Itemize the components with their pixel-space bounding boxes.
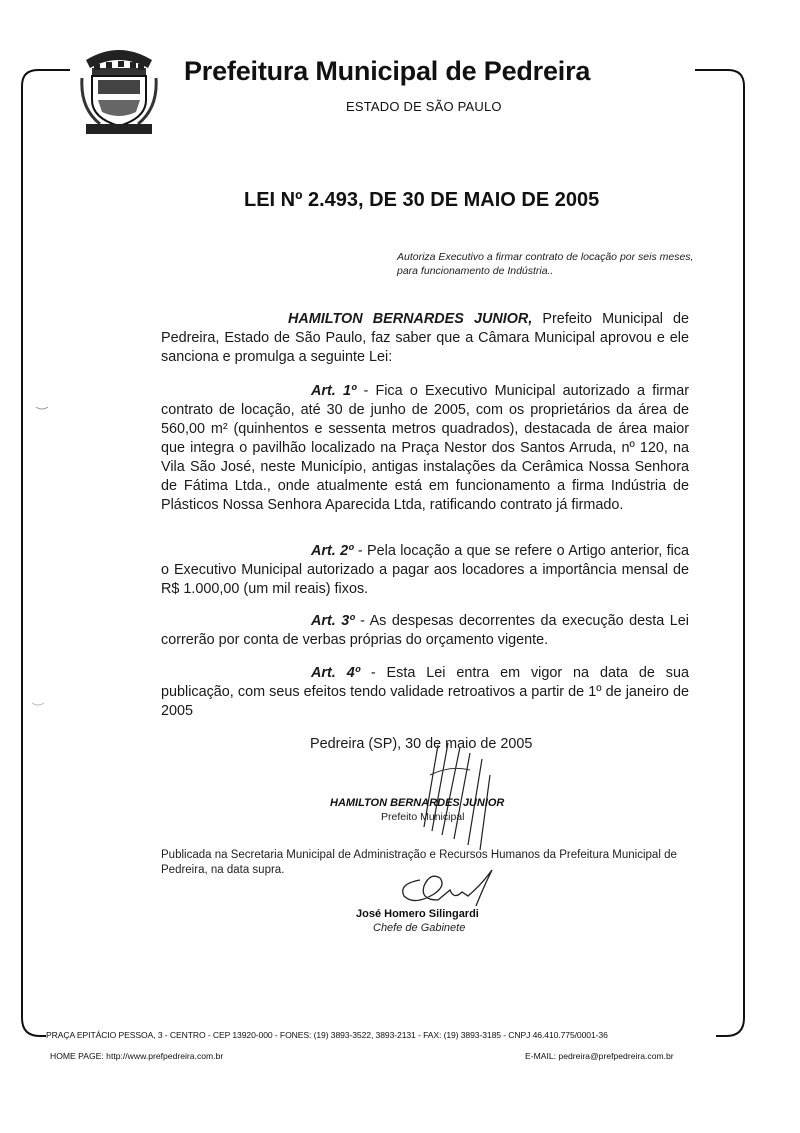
article-2	[161, 542, 689, 599]
article-label: Art. 1º	[311, 383, 357, 399]
law-title: LEI Nº 2.493, DE 30 DE MAIO DE 2005	[244, 189, 600, 211]
mayor-signature-icon	[410, 735, 510, 855]
state-name: ESTADO DE SÃO PAULO	[346, 99, 502, 114]
publication-note: Publicada na Secretaria Municipal de Administração e Recursos Humanos da Prefeitura Municipal de Pedreira, na data supra.	[161, 849, 677, 876]
place-and-date: Pedreira (SP), 30 de maio de 2005	[310, 736, 533, 752]
footer-email: E-MAIL: pedreira@prefpedreira.com.br	[525, 1051, 674, 1061]
article-text: - Fica o Executivo Municipal autorizado a firmar contrato de locação, até 30 de junho de 2005, com os proprietários da área de 560,00 m² (quinhentos e sessenta metros quadrados), destacada de área maior que integra o pavilhão localizado na Praça Nestor dos Santos Arruda, nº 120, na Vila São José, neste Município, antigas instalações da Cerâmica Nossa Senhora de Fátima Ltda., onde atualmente está em funcionamento a firma Indústria de Plásticos Nossa Senhora Aparecida Ltda, ratificando contrato já firmado.	[161, 383, 689, 513]
article-label: Art. 2º	[311, 543, 354, 559]
intro-text: Prefeito Municipal de Pedreira, Estado de São Paulo, faz saber que a Câmara Municipal aprovou e ele sanciona e promulga a seguinte Lei:	[161, 311, 689, 365]
footer-homepage: HOME PAGE: http://www.prefpedreira.com.br	[50, 1051, 224, 1061]
article-text: - As despesas decorrentes da execução desta Lei correrão por conta de verbas próprias do orçamento vigente.	[161, 613, 690, 648]
article-3	[161, 612, 689, 650]
article-1	[161, 382, 689, 515]
article-4	[161, 664, 689, 721]
article-label: Art. 4º	[311, 665, 360, 681]
law-summary: Autoriza Executivo a firmar contrato de locação por seis meses, para funcionamento de Indústria..	[397, 251, 694, 277]
mayor-name: HAMILTON BERNARDES JUNIOR,	[288, 311, 533, 327]
article-text: - Esta Lei entra em vigor na data de sua publicação, com seus efeitos tendo validade retroativos a partir de 1º de janeiro de 2005	[161, 665, 689, 719]
city-hall-title: Prefeitura Municipal de Pedreira	[184, 56, 591, 86]
mayor-signature-name: HAMILTON BERNARDES JUNIOR	[330, 797, 505, 809]
chief-signature-name: José Homero Silingardi	[356, 908, 479, 920]
municipal-coat-of-arms-icon	[78, 38, 160, 136]
article-label: Art. 3º	[311, 613, 355, 629]
footer-address: PRAÇA EPITÁCIO PESSOA, 3 - CENTRO - CEP 13920-000 - FONES: (19) 3893-3522, 3893-2131 - FAX: (19) 3893-3185 - CNPJ 46.410.775/0001-36	[46, 1030, 608, 1040]
chief-signature-role: Chefe de Gabinete	[373, 922, 466, 934]
mayor-signature-role: Prefeito Municipal	[381, 811, 465, 823]
article-text: - Pela locação a que se refere o Artigo anterior, fica o Executivo Municipal autorizado a pagar aos locadores a importância mensal de R$ 1.000,00 (um mil reais) fixos.	[161, 543, 689, 597]
chief-signature-icon	[390, 866, 500, 910]
intro-paragraph	[161, 310, 689, 367]
